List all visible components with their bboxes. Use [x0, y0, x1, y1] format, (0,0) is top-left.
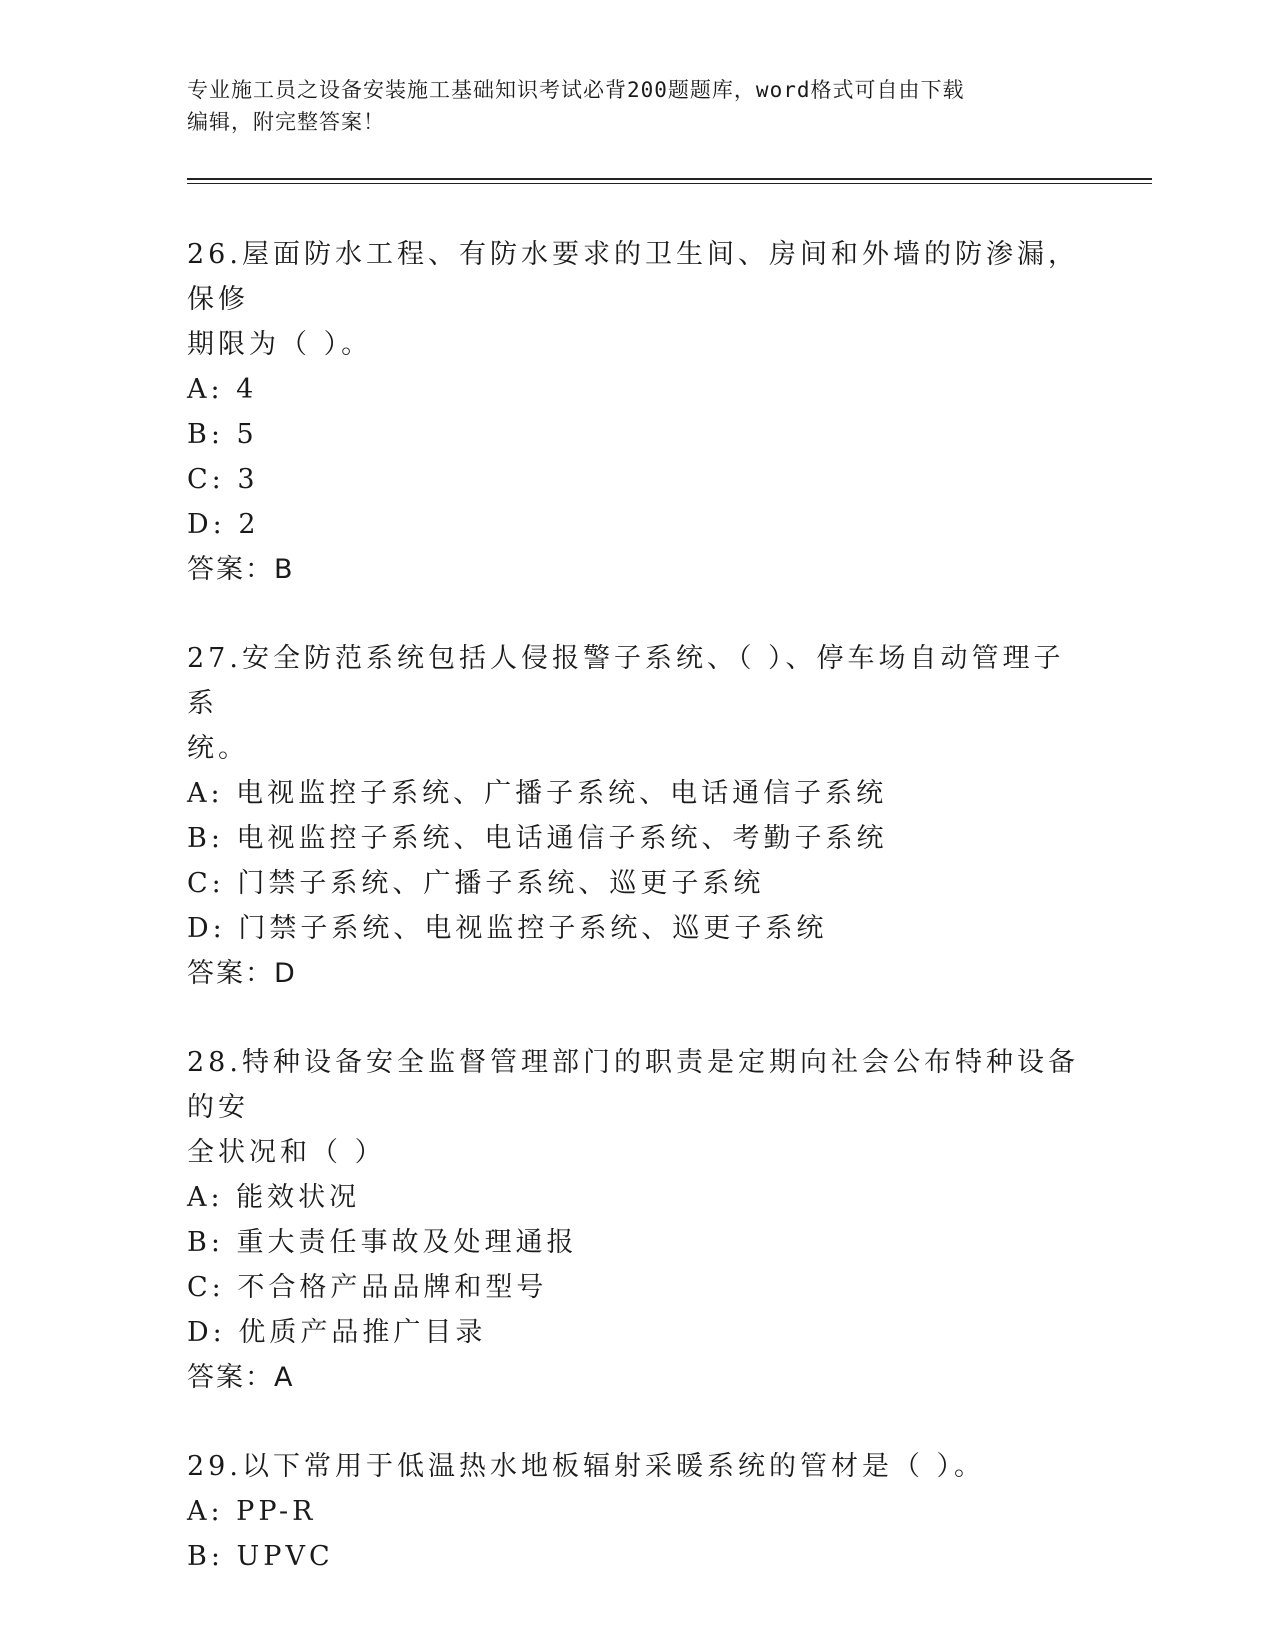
option-d: D: 门禁子系统、电视监控子系统、巡更子系统: [187, 913, 828, 944]
option-b: B: UPVC: [187, 1541, 334, 1572]
option-c: C: 3: [187, 464, 259, 495]
header-line-2: 编辑，附完整答案！: [187, 110, 385, 134]
question-26: [187, 232, 1087, 592]
question-title-continued: 全状况和（ ）: [187, 1137, 386, 1168]
question-list: [187, 232, 1087, 1623]
question-29: [187, 1444, 1087, 1579]
question-title: 29.以下常用于低温热水地板辐射采暖系统的管材是（ ）。: [187, 1451, 986, 1482]
option-a: A: 4: [187, 374, 258, 405]
answer: 答案：A: [187, 1362, 295, 1393]
header-divider-thin: [187, 183, 1152, 184]
answer: 答案：B: [187, 554, 295, 585]
option-c: C: 门禁子系统、广播子系统、巡更子系统: [187, 868, 765, 899]
option-a: A: 电视监控子系统、广播子系统、电话通信子系统: [187, 778, 888, 809]
header-line-1: 专业施工员之设备安装施工基础知识考试必背200题题库，word格式可自由下载: [187, 78, 965, 102]
header-divider-thick: [187, 178, 1152, 180]
option-a: A: 能效状况: [187, 1182, 361, 1213]
question-title: 26.屋面防水工程、有防水要求的卫生间、房间和外墙的防渗漏，保修: [187, 239, 1079, 315]
question-28: [187, 1040, 1087, 1400]
question-title: 27.安全防范系统包括人侵报警子系统、（ ）、停车场自动管理子系: [187, 643, 1065, 719]
question-title-continued: 统。: [187, 733, 249, 764]
option-b: B: 5: [187, 419, 258, 450]
option-d: D: 2: [187, 509, 260, 540]
question-27: [187, 636, 1087, 996]
question-title-continued: 期限为（ ）。: [187, 329, 373, 360]
option-a: A: PP-R: [187, 1496, 317, 1527]
option-b: B: 电视监控子系统、电话通信子系统、考勤子系统: [187, 823, 888, 854]
option-d: D: 优质产品推广目录: [187, 1317, 487, 1348]
document-header: [187, 74, 1067, 138]
answer: 答案：D: [187, 958, 297, 989]
option-c: C: 不合格产品品牌和型号: [187, 1272, 548, 1303]
question-title: 28.特种设备安全监督管理部门的职责是定期向社会公布特种设备的安: [187, 1047, 1079, 1123]
option-b: B: 重大责任事故及处理通报: [187, 1227, 578, 1258]
